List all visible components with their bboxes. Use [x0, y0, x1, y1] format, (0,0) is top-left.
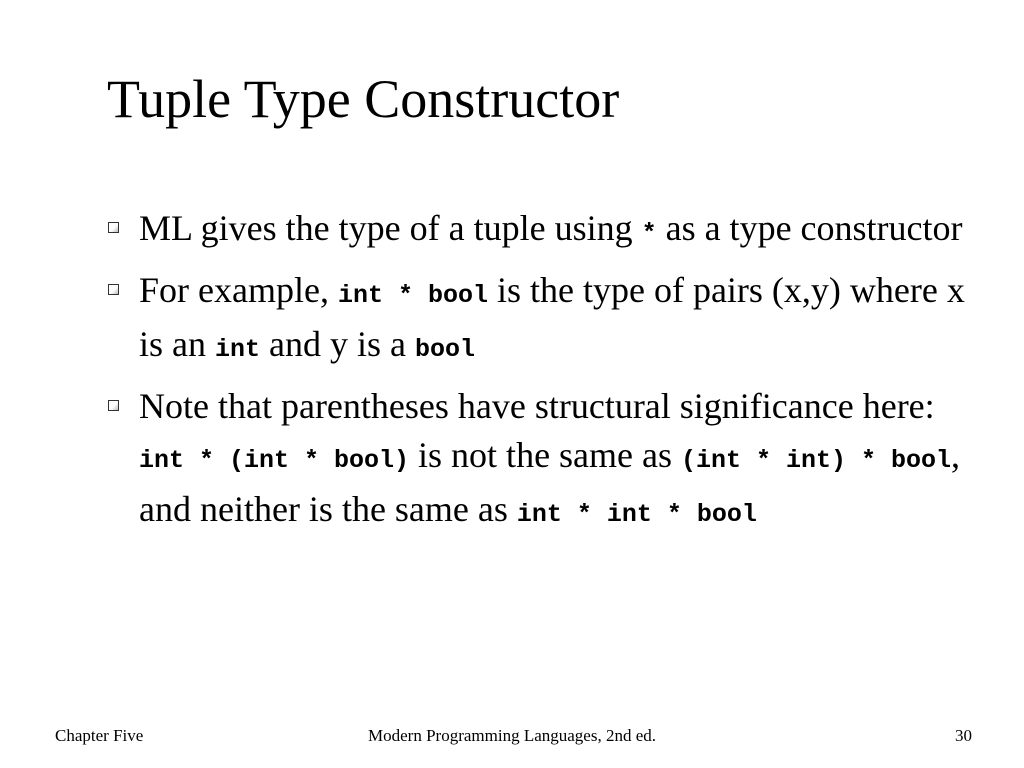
text-run: For example,: [139, 270, 338, 310]
text-run: Note that parentheses have structural significance here:: [139, 386, 935, 426]
text-run: ML gives the type of a tuple using: [139, 208, 642, 248]
text-run: and y is a: [260, 324, 415, 364]
square-bullet-icon: [108, 222, 119, 233]
text-run: as a type constructor: [656, 208, 963, 248]
text-run: is not the same as: [409, 435, 681, 475]
footer-book-title: Modern Programming Languages, 2nd ed.: [368, 726, 656, 745]
footer-chapter: Chapter Five: [55, 726, 144, 745]
code-run: int * (int * bool): [139, 446, 410, 475]
bullet-item: [108, 204, 968, 258]
text-run: is the type of pairs (x,y) where x is an: [139, 270, 965, 364]
code-run: bool: [414, 335, 475, 364]
bullet-item: [108, 266, 968, 374]
bullet-text: [139, 204, 963, 258]
code-run: int * int * bool: [516, 500, 757, 529]
slide-title: Tuple Type Constructor: [107, 69, 620, 129]
square-bullet-icon: [108, 284, 119, 295]
square-bullet-icon: [108, 400, 119, 411]
code-run: (int * int) * bool: [681, 446, 952, 475]
code-run: int: [215, 335, 261, 364]
code-run: *: [641, 219, 657, 248]
bullet-list: [108, 204, 968, 547]
bullet-text: [139, 382, 968, 539]
code-run: int * bool: [337, 281, 488, 310]
text-run: , and neither is the same as: [139, 435, 961, 529]
bullet-text: [139, 266, 968, 374]
bullet-item: [108, 382, 968, 539]
footer-page-number: 30: [955, 726, 972, 745]
